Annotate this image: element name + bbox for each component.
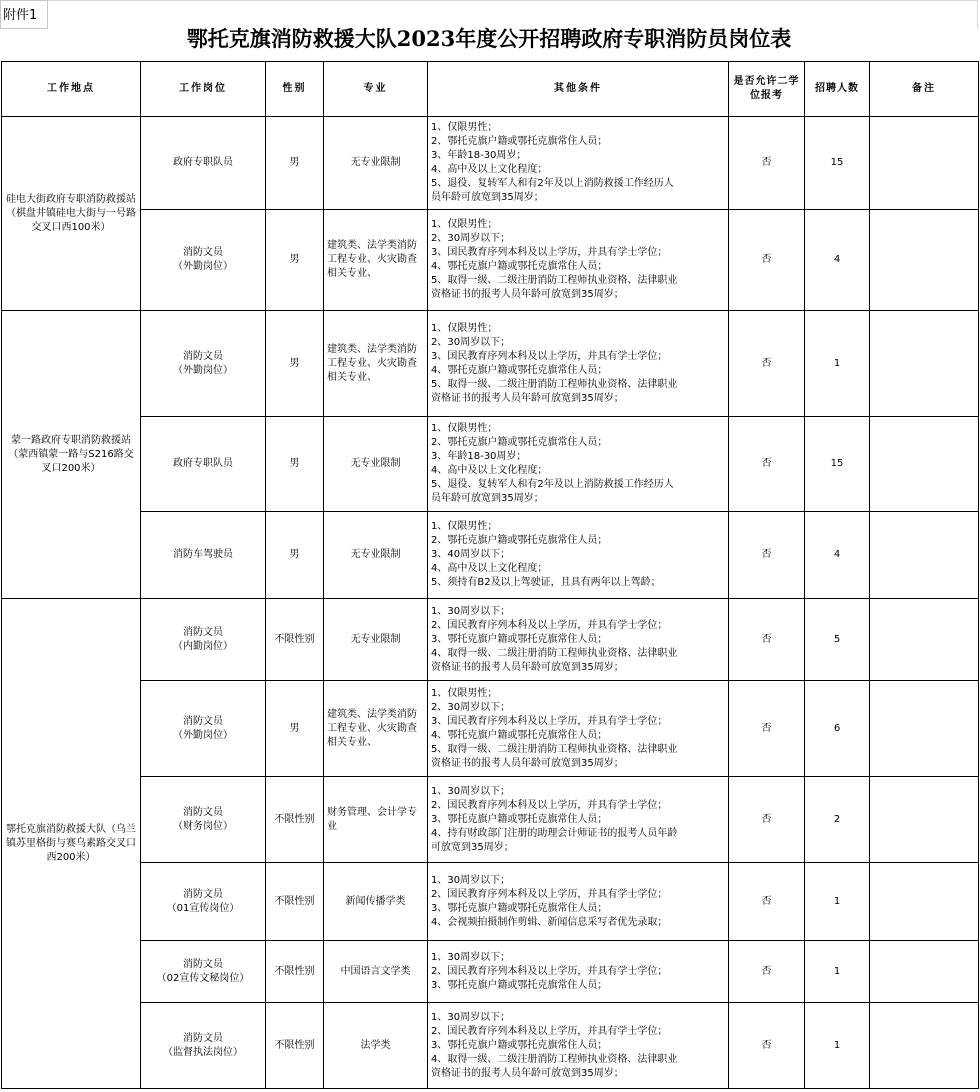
position-line: （外勤岗位） bbox=[173, 261, 233, 272]
condition-line: 4、会视频拍摄制作剪辑、新闻信息采写者优先录取； bbox=[431, 916, 668, 928]
conditions-cell bbox=[428, 512, 729, 599]
second-degree-cell: 否 bbox=[729, 941, 805, 1003]
conditions-cell bbox=[428, 417, 729, 512]
count-cell: 2 bbox=[805, 777, 870, 863]
conditions-cell bbox=[428, 117, 729, 210]
position-line: 政府专职队员 bbox=[173, 458, 233, 469]
count-cell: 1 bbox=[805, 941, 870, 1003]
major-cell: 建筑类、法学类消防工程专业、火灾勘查相关专业、 bbox=[324, 210, 428, 311]
condition-line: 3、鄂托克旗户籍或鄂托克旗常住人员； bbox=[431, 1039, 608, 1051]
condition-line: 3、国民教育序列本科及以上学历，并具有学士学位； bbox=[431, 350, 668, 362]
condition-line: 1、仅限男性； bbox=[431, 423, 498, 434]
position-line: 消防文员 bbox=[183, 888, 223, 900]
count-cell: 4 bbox=[805, 512, 870, 599]
table-row bbox=[2, 512, 979, 599]
position-line: 消防文员 bbox=[183, 626, 223, 638]
position-line: 消防文员 bbox=[183, 350, 223, 362]
second-degree-cell: 否 bbox=[729, 117, 805, 210]
count-cell: 6 bbox=[805, 681, 870, 777]
table-row bbox=[2, 941, 979, 1003]
remarks-cell bbox=[870, 417, 979, 512]
remarks-cell bbox=[870, 1003, 979, 1089]
gender-cell: 男 bbox=[266, 311, 324, 417]
major-cell: 中国语言文学类 bbox=[324, 941, 428, 1003]
header-location: 工作地点 bbox=[2, 62, 141, 117]
table-row bbox=[2, 1003, 979, 1089]
condition-line: 员年龄可放宽到35周岁； bbox=[431, 493, 544, 504]
gender-cell: 不限性别 bbox=[266, 777, 324, 863]
remarks-cell bbox=[870, 863, 979, 941]
major-cell: 财务管理、会计学专业 bbox=[324, 777, 428, 863]
condition-line: 3、年龄18-30周岁； bbox=[431, 451, 527, 462]
count-cell: 1 bbox=[805, 1003, 870, 1089]
conditions-cell bbox=[428, 863, 729, 941]
header-count: 招聘人数 bbox=[805, 62, 870, 117]
condition-line: 可放宽到35周岁； bbox=[431, 841, 514, 853]
gender-cell: 不限性别 bbox=[266, 599, 324, 681]
condition-line: 5、取得一级、二级注册消防工程师执业资格、法律职业 bbox=[431, 378, 678, 390]
condition-line: 2、鄂托克旗户籍或鄂托克旗常住人员； bbox=[431, 535, 608, 546]
condition-line: 5、退役、复转军人和有2年及以上消防救援工作经历人 bbox=[431, 479, 674, 490]
page-title: 鄂托克旗消防救援大队2023年度公开招聘政府专职消防员岗位表 bbox=[186, 26, 792, 51]
header-position: 工作岗位 bbox=[141, 62, 266, 117]
header-major: 专业 bbox=[324, 62, 428, 117]
position-cell bbox=[141, 863, 266, 941]
major-cell: 建筑类、法学类消防工程专业、火灾勘查相关专业、 bbox=[324, 681, 428, 777]
condition-line: 2、国民教育序列本科及以上学历，并具有学士学位； bbox=[431, 799, 668, 811]
second-degree-cell: 否 bbox=[729, 311, 805, 417]
condition-line: 3、鄂托克旗户籍或鄂托克旗常住人员； bbox=[431, 813, 608, 825]
header-row bbox=[2, 62, 979, 117]
remarks-cell bbox=[870, 117, 979, 210]
position-cell bbox=[141, 311, 266, 417]
table-row bbox=[2, 210, 979, 311]
condition-line: 2、鄂托克旗户籍或鄂托克旗常住人员； bbox=[431, 437, 608, 448]
position-line: 消防文员 bbox=[183, 715, 223, 727]
gender-cell: 男 bbox=[266, 417, 324, 512]
major-cell: 法学类 bbox=[324, 1003, 428, 1089]
remarks-cell bbox=[870, 681, 979, 777]
condition-line: 4、高中及以上文化程度； bbox=[431, 465, 548, 476]
second-degree-cell: 否 bbox=[729, 599, 805, 681]
header-remarks: 备注 bbox=[870, 62, 979, 117]
second-degree-cell: 否 bbox=[729, 512, 805, 599]
condition-line: 2、国民教育序列本科及以上学历，并具有学士学位； bbox=[431, 965, 668, 977]
condition-line: 1、30周岁以下； bbox=[431, 951, 511, 963]
table-row bbox=[2, 417, 979, 512]
condition-line: 1、30周岁以下； bbox=[431, 605, 511, 617]
position-line: 消防文员 bbox=[183, 806, 223, 818]
position-cell bbox=[141, 417, 266, 512]
condition-line: 5、退役、复转军人和有2年及以上消防救援工作经历人 bbox=[431, 178, 674, 189]
condition-line: 1、仅限男性； bbox=[431, 219, 498, 230]
position-cell bbox=[141, 117, 266, 210]
condition-line: 4、高中及以上文化程度； bbox=[431, 164, 548, 175]
position-line: （外勤岗位） bbox=[173, 364, 233, 376]
header-second-degree: 是否允许二学位报考 bbox=[729, 62, 805, 117]
condition-line: 4、持有财政部门注册的助理会计师证书的报考人员年龄 bbox=[431, 827, 678, 839]
position-line: 消防车驾驶员 bbox=[173, 549, 233, 560]
condition-line: 资格证书的报考人员年龄可放宽到35周岁； bbox=[431, 289, 624, 300]
condition-line: 资格证书的报考人员年龄可放宽到35周岁； bbox=[431, 661, 624, 673]
condition-line: 1、仅限男性； bbox=[431, 687, 498, 699]
major-cell: 新闻传播学类 bbox=[324, 863, 428, 941]
major-cell: 无专业限制 bbox=[324, 117, 428, 210]
position-cell bbox=[141, 777, 266, 863]
condition-line: 2、30周岁以下； bbox=[431, 336, 511, 348]
table-row bbox=[2, 117, 979, 210]
major-cell: 无专业限制 bbox=[324, 417, 428, 512]
position-line: （监督执法岗位） bbox=[163, 1046, 243, 1058]
condition-line: 3、国民教育序列本科及以上学历，并具有学士学位； bbox=[431, 247, 668, 258]
condition-line: 5、取得一级、二级注册消防工程师执业资格、法律职业 bbox=[431, 743, 678, 755]
position-line: （内勤岗位） bbox=[173, 640, 233, 652]
condition-line: 资格证书的报考人员年龄可放宽到35周岁； bbox=[431, 392, 624, 404]
condition-line: 5、须持有B2及以上驾驶证，且具有两年以上驾龄； bbox=[431, 577, 661, 588]
table-row bbox=[2, 599, 979, 681]
condition-line: 1、30周岁以下； bbox=[431, 874, 511, 886]
position-line: （财务岗位） bbox=[173, 820, 233, 832]
position-cell bbox=[141, 210, 266, 311]
condition-line: 资格证书的报考人员年龄可放宽到35周岁； bbox=[431, 757, 624, 769]
second-degree-cell: 否 bbox=[729, 777, 805, 863]
condition-line: 资格证书的报考人员年龄可放宽到35周岁； bbox=[431, 1067, 624, 1079]
remarks-cell bbox=[870, 210, 979, 311]
attachment-label: 附件1 bbox=[0, 0, 48, 29]
condition-line: 3、鄂托克旗户籍或鄂托克旗常住人员； bbox=[431, 979, 608, 991]
gender-cell: 男 bbox=[266, 117, 324, 210]
conditions-cell bbox=[428, 941, 729, 1003]
condition-line: 4、鄂托克旗户籍或鄂托克旗常住人员； bbox=[431, 729, 608, 741]
condition-line: 4、鄂托克旗户籍或鄂托克旗常住人员； bbox=[431, 364, 608, 376]
count-cell: 1 bbox=[805, 311, 870, 417]
condition-line: 1、仅限男性； bbox=[431, 521, 498, 532]
table-row bbox=[2, 777, 979, 863]
location-cell: 蒙一路政府专职消防救援站（蒙西镇蒙一路与S216路交叉口200米） bbox=[2, 311, 141, 599]
remarks-cell bbox=[870, 777, 979, 863]
count-cell: 15 bbox=[805, 117, 870, 210]
condition-line: 3、鄂托克旗户籍或鄂托克旗常住人员； bbox=[431, 902, 608, 914]
condition-line: 1、仅限男性； bbox=[431, 322, 498, 334]
condition-line: 4、取得一级、二级注册消防工程师执业资格、法律职业 bbox=[431, 647, 678, 659]
second-degree-cell: 否 bbox=[729, 1003, 805, 1089]
condition-line: 5、取得一级、二级注册消防工程师执业资格、法律职业 bbox=[431, 275, 678, 286]
count-cell: 15 bbox=[805, 417, 870, 512]
position-line: 政府专职队员 bbox=[173, 157, 233, 168]
conditions-cell bbox=[428, 210, 729, 311]
condition-line: 3、国民教育序列本科及以上学历，并具有学士学位； bbox=[431, 715, 668, 727]
major-cell: 建筑类、法学类消防工程专业、火灾勘查相关专业、 bbox=[324, 311, 428, 417]
table-row bbox=[2, 863, 979, 941]
header-gender: 性别 bbox=[266, 62, 324, 117]
position-cell bbox=[141, 1003, 266, 1089]
header-conditions: 其他条件 bbox=[428, 62, 729, 117]
condition-line: 2、国民教育序列本科及以上学历，并具有学士学位； bbox=[431, 888, 668, 900]
condition-line: 3、鄂托克旗户籍或鄂托克旗常住人员； bbox=[431, 633, 608, 645]
condition-line: 员年龄可放宽到35周岁； bbox=[431, 192, 544, 203]
condition-line: 1、30周岁以下； bbox=[431, 1011, 511, 1023]
conditions-cell bbox=[428, 311, 729, 417]
condition-line: 2、鄂托克旗户籍或鄂托克旗常住人员； bbox=[431, 136, 608, 147]
table-row bbox=[2, 311, 979, 417]
conditions-cell bbox=[428, 1003, 729, 1089]
gender-cell: 不限性别 bbox=[266, 863, 324, 941]
condition-line: 4、鄂托克旗户籍或鄂托克旗常住人员； bbox=[431, 261, 608, 272]
condition-line: 3、40周岁以下； bbox=[431, 549, 511, 560]
position-cell bbox=[141, 681, 266, 777]
condition-line: 2、30周岁以下； bbox=[431, 701, 511, 713]
second-degree-cell: 否 bbox=[729, 417, 805, 512]
major-cell: 无专业限制 bbox=[324, 512, 428, 599]
conditions-cell bbox=[428, 599, 729, 681]
second-degree-cell: 否 bbox=[729, 863, 805, 941]
remarks-cell bbox=[870, 941, 979, 1003]
count-cell: 1 bbox=[805, 863, 870, 941]
condition-line: 3、年龄18-30周岁； bbox=[431, 150, 527, 161]
count-cell: 5 bbox=[805, 599, 870, 681]
gender-cell: 男 bbox=[266, 681, 324, 777]
gender-cell: 不限性别 bbox=[266, 941, 324, 1003]
location-cell: 鄂托克旗消防救援大队（乌兰镇苏里格街与赛乌素路交叉口西200米） bbox=[2, 599, 141, 1089]
remarks-cell bbox=[870, 311, 979, 417]
position-cell bbox=[141, 941, 266, 1003]
remarks-cell bbox=[870, 599, 979, 681]
major-cell: 无专业限制 bbox=[324, 599, 428, 681]
conditions-cell bbox=[428, 681, 729, 777]
position-line: 消防文员 bbox=[183, 1032, 223, 1044]
position-line: （外勤岗位） bbox=[173, 729, 233, 741]
table-row bbox=[2, 681, 979, 777]
location-cell: 硅电大街政府专职消防救援站（棋盘井镇硅电大街与一号路交叉口西100米） bbox=[2, 117, 141, 311]
position-line: 消防文员 bbox=[183, 958, 223, 970]
condition-line: 2、30周岁以下； bbox=[431, 233, 511, 244]
second-degree-cell: 否 bbox=[729, 681, 805, 777]
condition-line: 2、国民教育序列本科及以上学历，并具有学士学位； bbox=[431, 619, 668, 631]
condition-line: 4、高中及以上文化程度； bbox=[431, 563, 548, 574]
jobs-table bbox=[1, 61, 979, 1089]
gender-cell: 男 bbox=[266, 512, 324, 599]
position-cell bbox=[141, 599, 266, 681]
gender-cell: 不限性别 bbox=[266, 1003, 324, 1089]
position-line: 消防文员 bbox=[183, 247, 223, 258]
count-cell: 4 bbox=[805, 210, 870, 311]
position-line: （01宣传岗位） bbox=[166, 902, 240, 914]
position-line: （02宣传文秘岗位） bbox=[156, 972, 250, 984]
second-degree-cell: 否 bbox=[729, 210, 805, 311]
condition-line: 4、取得一级、二级注册消防工程师执业资格、法律职业 bbox=[431, 1053, 678, 1065]
remarks-cell bbox=[870, 512, 979, 599]
position-cell bbox=[141, 512, 266, 599]
gender-cell: 男 bbox=[266, 210, 324, 311]
conditions-cell bbox=[428, 777, 729, 863]
condition-line: 2、国民教育序列本科及以上学历，并具有学士学位； bbox=[431, 1025, 668, 1037]
condition-line: 1、30周岁以下； bbox=[431, 785, 511, 797]
condition-line: 1、仅限男性； bbox=[431, 122, 498, 133]
